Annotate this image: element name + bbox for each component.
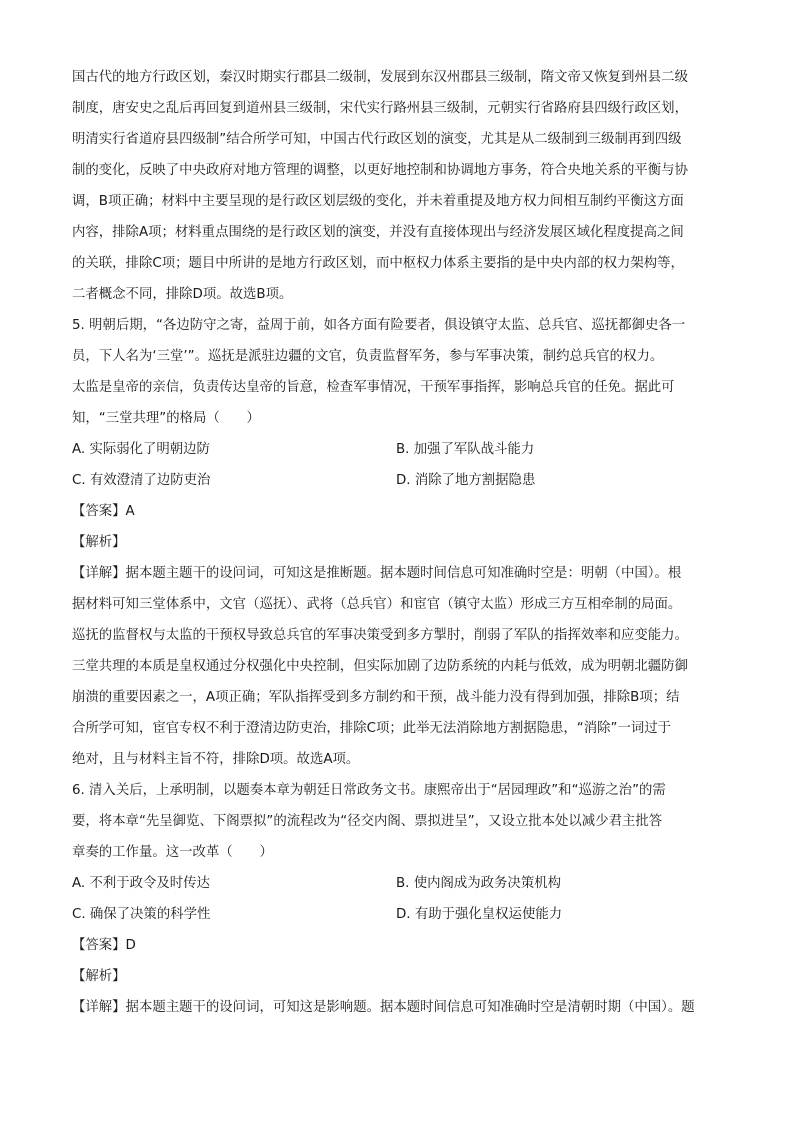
detail-line: 三堂共理的本质是皇权通过分权强化中央控制，但实际加剧了边防系统的内耗与低效，成为明朝北疆防御: [72, 659, 688, 674]
detail-line: 绝对，且与材料主旨不符，排除D项。故选A项。: [72, 752, 360, 767]
option-a: A. 实际弱化了明朝边防: [72, 442, 210, 457]
text-line: 国古代的地方行政区划，秦汉时期实行郡县二级制，发展到东汉州郡县三级制，隋文帝又恢复到州县二级: [72, 70, 688, 85]
text-line: 制的变化，反映了中央政府对地方管理的调整，以更好地控制和协调地方事务，符合央地关系的平衡与协: [72, 163, 688, 178]
question-stem-line: 5. 明朝后期，“各边防守之寄，益周于前，如各方面有险要者，俱设镇守太监、总兵官、巡抚都御史各一: [72, 318, 686, 333]
question-6: [72, 775, 724, 1023]
previous-question-explanation: [72, 62, 724, 310]
question-stem-line: 知，“三堂共理”的格局（ ）: [72, 411, 260, 426]
text-line: 的关联，排除C项；题目中所讲的是地方行政区划，而中枢权力体系主要指的是中央内部的权力架构等，: [72, 256, 684, 271]
option-b: B. 加强了军队战斗能力: [396, 442, 535, 457]
answer-label: 【答案】D: [72, 938, 136, 953]
options-row: [72, 465, 724, 496]
detail-line: 合所学可知，宦官专权不利于澄清边防吏治，排除C项；此举无法消除地方割据隐患，“消除”一词过于: [72, 721, 672, 736]
option-d: D. 有助于强化皇权运使能力: [396, 907, 563, 922]
option-c: C. 有效澄清了边防吏治: [72, 473, 211, 488]
page-content: [72, 62, 724, 1023]
question-stem-line: 6. 清入关后，上承明制，以题奏本章为朝廷日常政务文书。康熙帝出于“居园理政”和“巡游之治”的需: [72, 783, 666, 798]
detail-line: 巡抚的监督权与太监的干预权导致总兵官的军事决策受到多方掣肘，削弱了军队的指挥效率和应变能力。: [72, 628, 688, 643]
option-d: D. 消除了地方割据隐患: [396, 473, 536, 488]
text-line: 二者概念不同，排除D项。故选B项。: [72, 287, 293, 302]
question-5: [72, 310, 724, 775]
text-line: 制度，唐安史之乱后再回复到道州县三级制，宋代实行路州县三级制，元朝实行省路府县四级行政区划，: [72, 101, 688, 116]
option-b: B. 使内阁成为政务决策机构: [396, 876, 561, 891]
text-line: 明清实行省道府县四级制”结合所学可知，中国古代行政区划的演变，尤其是从二级制到三级制再到四级: [72, 132, 682, 147]
option-a: A. 不利于政令及时传达: [72, 876, 210, 891]
detail-line: 据材料可知三堂体系中，文官（巡抚）、武将（总兵官）和宦官（镇守太监）形成三方互相牵制的局面。: [72, 597, 682, 612]
detail-line: 【详解】据本题主题干的设问词，可知这是影响题。据本题时间信息可知准确时空是清朝时期（中国）。题: [72, 1000, 695, 1015]
option-c: C. 确保了决策的科学性: [72, 907, 211, 922]
text-line: 内容，排除A项；材料重点围绕的是行政区划的演变，并没有直接体现出与经济发展区域化程度提高之间: [72, 225, 684, 240]
question-stem-line: 要，将本章“先呈御览、下阁票拟”的流程改为“径交内阁、票拟进呈”，又设立批本处以减少君主批答: [72, 814, 663, 829]
answer-label: 【答案】A: [72, 504, 135, 519]
question-stem-line: 太监是皇帝的亲信，负责传达皇帝的旨意，检查军事情况，干预军事指挥，影响总兵官的任免。据此可: [72, 380, 675, 395]
text-line: 调，B项正确；材料中主要呈现的是行政区划层级的变化，并未着重提及地方权力间相互制约平衡这方面: [72, 194, 684, 209]
question-stem-line: 章奏的工作量。这一改革（ ）: [72, 845, 273, 860]
options-row: [72, 899, 724, 930]
options-row: [72, 434, 724, 465]
detail-line: 【详解】据本题主题干的设问词，可知这是推断题。据本题时间信息可知准确时空是：明朝（中国）。根: [72, 566, 682, 581]
analysis-label: 【解析】: [72, 969, 126, 984]
options-row: [72, 868, 724, 899]
detail-line: 崩溃的重要因素之一，A项正确；军队指挥受到多方制约和干预，战斗能力没有得到加强，排除B项；结: [72, 690, 680, 705]
analysis-label: 【解析】: [72, 535, 126, 550]
question-stem-line: 员，下人名为‘三堂’”。巡抚是派驻边疆的文官，负责监督军务，参与军事决策，制约总兵官的权力。: [72, 349, 664, 364]
